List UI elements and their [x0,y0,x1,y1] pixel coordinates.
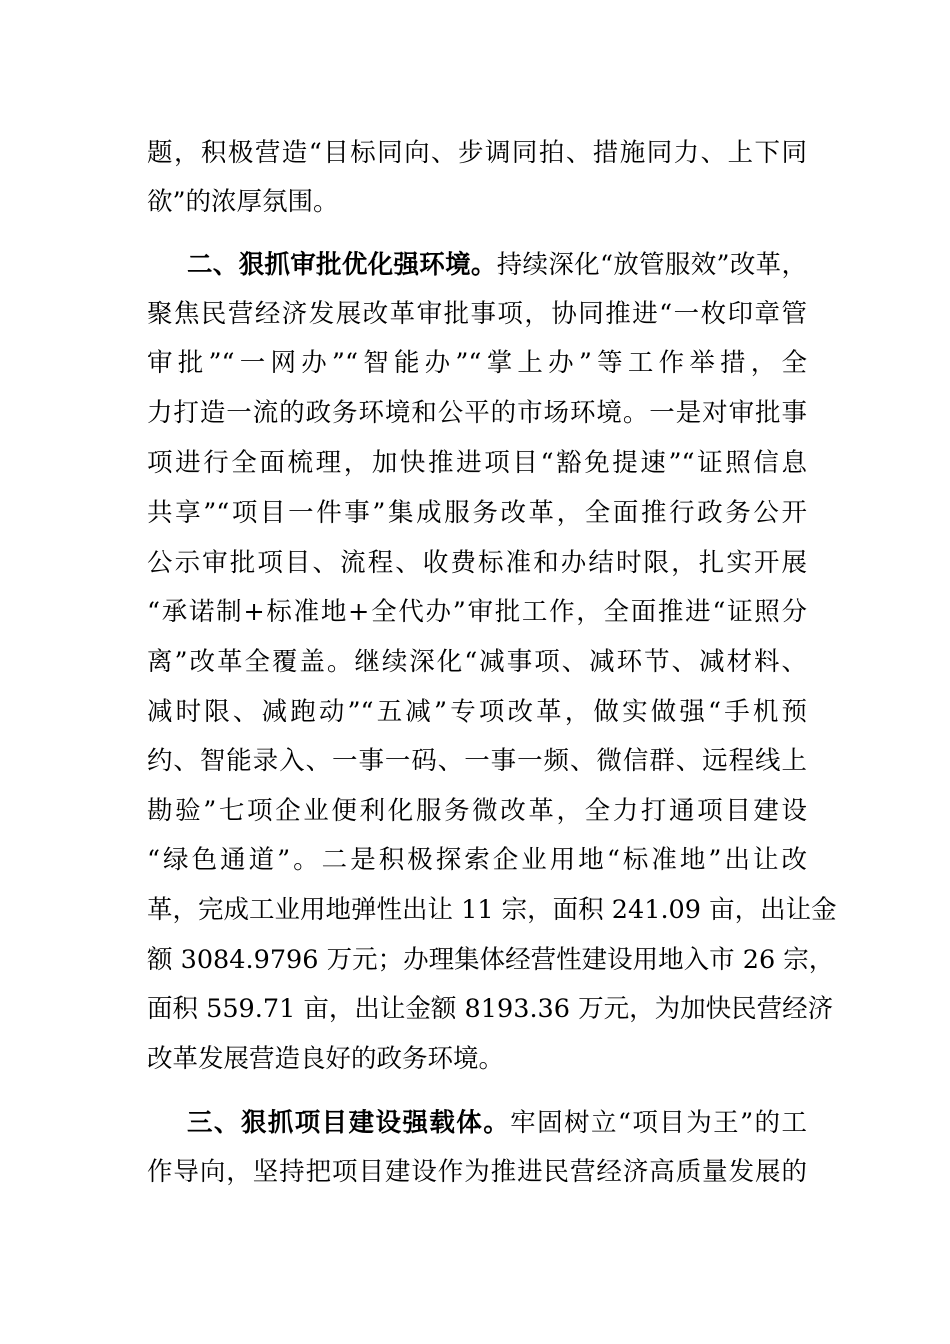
paragraph-2-line-15: 额 3084.9796 万元；办理集体经营性建设用地入市 26 宗， [147,945,835,975]
paragraph-2-line-12: 勘验”七项企业便利化服务微改革，全力打通项目建设 [147,796,807,826]
paragraph-2-line-10: 减时限、减跑动”“五减”专项改革，做实做强“手机预 [147,697,807,727]
paragraph-2-line-17: 改革发展营造良好的政务环境。 [147,1044,505,1074]
paragraph-2-line-4: 力打造一流的政务环境和公平的市场环境。一是对审批事 [147,398,807,428]
paragraph-2-line-16: 面积 559.71 亩，出让金额 8193.36 万元，为加快民营经济 [147,994,834,1024]
paragraph-2-line-13: “绿色通道”。二是积极探索企业用地“标准地”出让改 [147,845,807,875]
paragraph-3-line-1-text: 牢固树立“项目为王”的工 [510,1108,807,1138]
paragraph-3-line-2: 作导向，坚持把项目建设作为推进民营经济高质量发展的 [147,1157,807,1187]
paragraph-3-line-1 [187,1103,807,1143]
paragraph-2-line-7: 公示审批项目、流程、收费标准和办结时限，扎实开展 [147,548,807,578]
paragraph-2-line-5: 项进行全面梳理，加快推进项目“豁免提速”“证照信息 [147,448,807,478]
paragraph-1-line-2: 欲”的浓厚氛围。 [147,187,339,217]
paragraph-2-line-8: “承诺制+标准地+全代办”审批工作，全面推进“证照分 [147,597,807,627]
paragraph-2-line-3: 审批”“一网办”“智能办”“掌上办”等工作举措，全 [147,348,807,378]
paragraph-2-heading: 二、狠抓审批优化强环境。 [187,250,497,280]
paragraph-2-line-2: 聚焦民营经济发展改革审批事项，协同推进“一枚印章管 [147,299,807,329]
paragraph-1-line-1: 题，积极营造“目标同向、步调同拍、措施同力、上下同 [147,138,807,168]
paragraph-3-heading: 三、狠抓项目建设强载体。 [187,1108,511,1138]
paragraph-2-line-6: 共享”“项目一件事”集成服务改革，全面推行政务公开 [147,498,807,528]
paragraph-2-line-9: 离”改革全覆盖。继续深化“减事项、减环节、减材料、 [147,647,807,677]
paragraph-2-line-14: 革，完成工业用地弹性出让 11 宗，面积 241.09 亩，出让金 [147,895,837,925]
paragraph-2-line-11: 约、智能录入、一事一码、一事一频、微信群、远程线上 [147,746,807,776]
paragraph-2-line-1 [187,245,807,285]
paragraph-2-line-1-text: 持续深化“放管服效”改革， [496,250,807,280]
